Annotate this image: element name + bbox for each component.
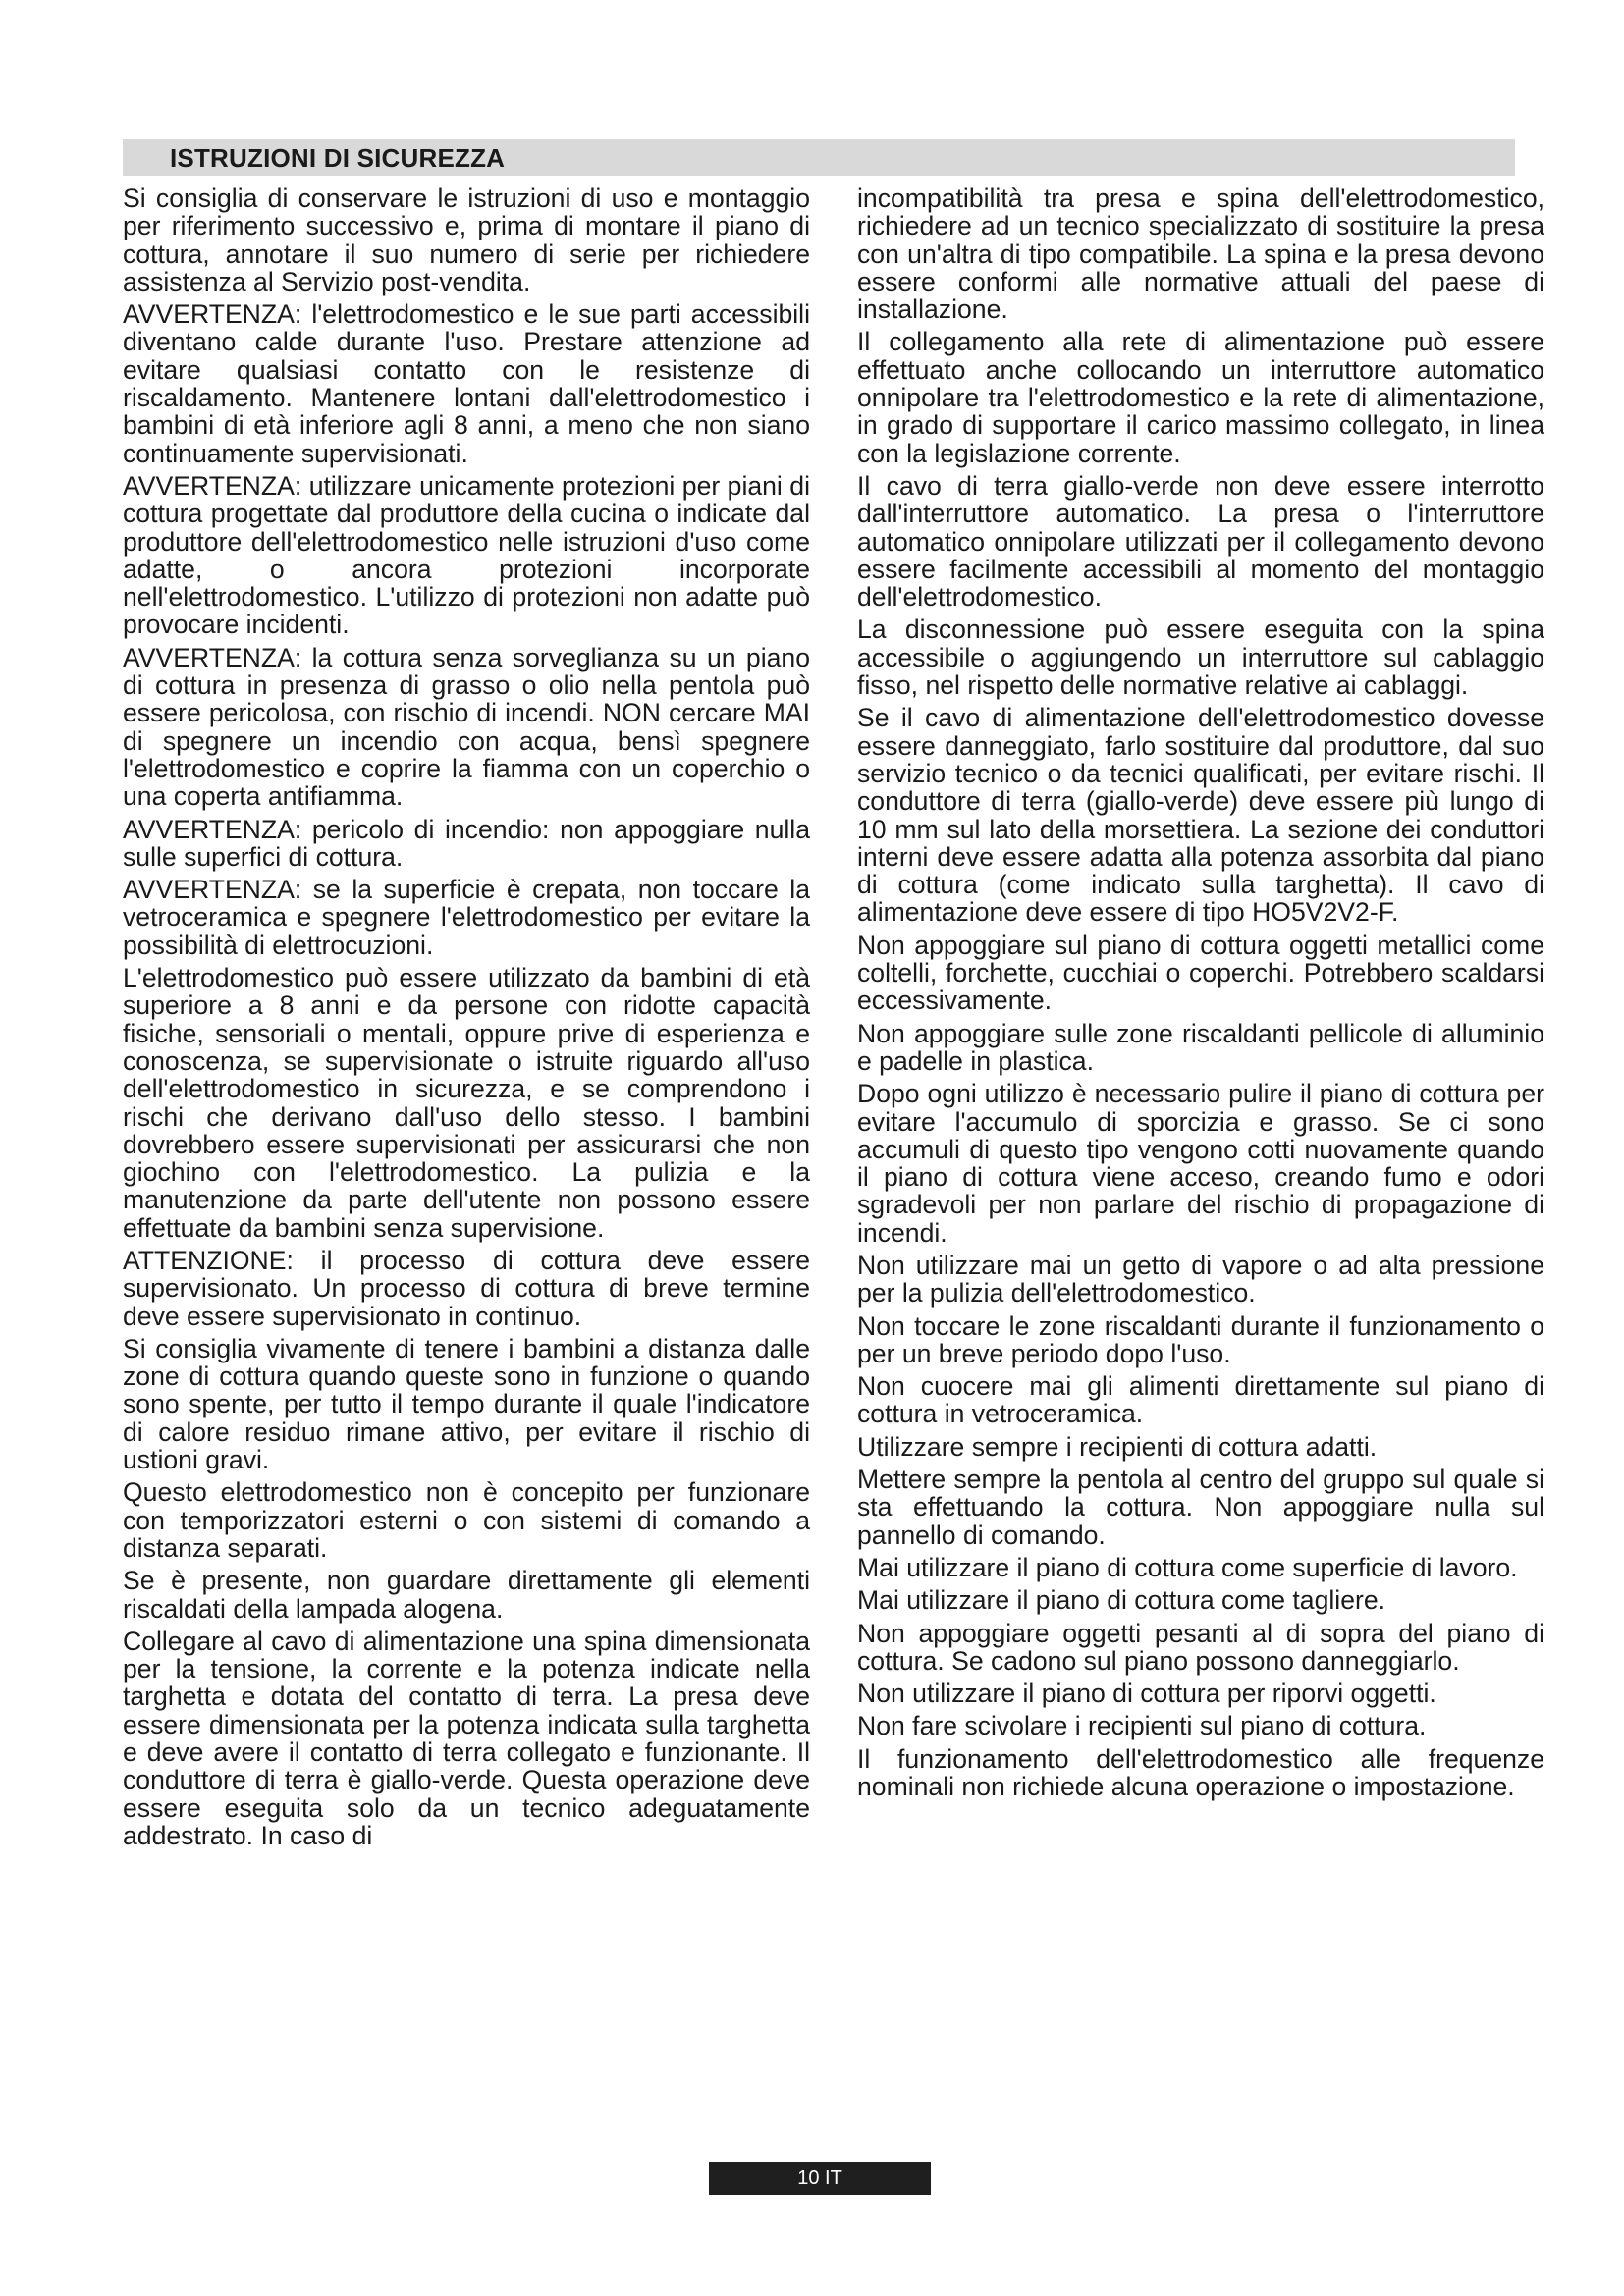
paragraph: AVVERTENZA: se la superficie è crepata, non toccare la vetroceramica e spegnere l'elettrodomestico per evitare la possibilità di elettrocuzioni. [123,875,810,960]
paragraph: Il cavo di terra giallo-verde non deve essere interrotto dall'interruttore automatico. La presa o l'interruttore automatico onnipolare utilizzati per il collegamento devono essere facilmente accessibili al momento del montaggio dell'elettrodomestico. [857,470,1544,613]
paragraph: incompatibilità tra presa e spina dell'elettrodomestico, richiedere ad un tecnico specializzato di sostituire la presa con un'altra di tipo compatibile. La spina e la presa devono essere conformi alle normative attuali del paese di installazione. [857,184,1544,325]
paragraph: Mai utilizzare il piano di cottura come tagliere. [857,1585,1386,1616]
paragraph: La disconnessione può essere eseguita con la spina accessibile o aggiungendo un interruttore sul cablaggio fisso, nel rispetto delle normative relative ai cablaggi. [857,614,1544,701]
left-column [123,185,810,1854]
paragraph: Se il cavo di alimentazione dell'elettrodomestico dovesse essere danneggiato, farlo sostituire dal produttore, dal suo servizio tecnico o da tecnici qualificati, per evitare rischi. Il conduttore di terra (giallo-verde) deve essere più lungo di 10 mm sul lato della morsettiera. La sezione dei conduttori interni deve essere adatta alla potenza assorbita dal piano di cottura (come indicato sulla targhetta). Il cavo di alimentazione deve essere di tipo HO5V2V2-F. [857,703,1544,928]
paragraph: ATTENZIONE: il processo di cottura deve essere supervisionato. Un processo di cottura di breve termine deve essere supervisionato in continuo. [123,1245,810,1331]
paragraph: L'elettrodomestico può essere utilizzato da bambini di età superiore a 8 anni e da persone con ridotte capacità fisiche, sensoriali o mentali, oppure prive di esperienza e conoscenza, se supervisionate o istruite riguardo all'uso dell'elettrodomestico in sicurezza, e se comprendono i rischi che derivano dall'uso dello stesso. I bambini dovrebbero essere supervisionati per assicurarsi che non giochino con l'elettrodomestico. La pulizia e la manutenzione da parte dell'utente non possono essere effettuate da bambini senza supervisione. [123,963,810,1243]
paragraph: Non cuocere mai gli alimenti direttamente sul piano di cottura in vetroceramica. [857,1371,1544,1429]
paragraph: Il collegamento alla rete di alimentazione può essere effettuato anche collocando un interruttore automatico onnipolare tra l'elettrodomestico e la rete di alimentazione, in grado di supportare il carico massimo collegato, in linea con la legislazione corrente. [857,327,1544,468]
section-header-bar [123,139,1515,176]
right-column [857,185,1544,1805]
paragraph: Non appoggiare oggetti pesanti al di sopra del piano di cottura. Se cadono sul piano possono danneggiarlo. [857,1618,1544,1676]
paragraph: Non utilizzare mai un getto di vapore o ad alta pressione per la pulizia dell'elettrodomestico. [857,1250,1544,1308]
paragraph: Collegare al cavo di alimentazione una spina dimensionata per la tensione, la corrente e la potenza indicate nella targhetta e dotata del contatto di terra. La presa deve essere dimensionata per la potenza indicata sulla targhetta e deve avere il contatto di terra collegato e funzionante. Il conduttore di terra è giallo-verde. Questa operazione deve essere eseguita solo da un tecnico adeguatamente addestrato. In caso di [123,1626,810,1850]
paragraph: Questo elettrodomestico non è concepito per funzionare con temporizzatori esterni o con sistemi di comando a distanza separati. [123,1477,810,1563]
paragraph: Dopo ogni utilizzo è necessario pulire il piano di cottura per evitare l'accumulo di sporcizia e grasso. Se ci sono accumuli di questo tipo vengono cotti nuovamente quando il piano di cottura viene acceso, creando fumo e odori sgradevoli per non parlare del rischio di propagazione di incendi. [857,1079,1544,1248]
paragraph: Non fare scivolare i recipienti sul piano di cottura. [857,1711,1427,1741]
paragraph: AVVERTENZA: l'elettrodomestico e le sue parti accessibili diventano calde durante l'uso. Prestare attenzione ad evitare qualsiasi contatto con le resistenze di riscaldamento. Mantenere lontani dall'elettrodomestico i bambini di età inferiore agli 8 anni, a meno che non siano continuamente supervisionati. [123,299,810,468]
paragraph: Se è presente, non guardare direttamente gli elementi riscaldati della lampada alogena. [123,1566,810,1624]
paragraph: AVVERTENZA: la cottura senza sorveglianza su un piano di cottura in presenza di grasso o olio nella pentola può essere pericolosa, con rischio di incendi. NON cercare MAI di spegnere un incendio con acqua, bensì spegnere l'elettrodomestico e coprire la fiamma con un coperchio o una coperta antifiamma. [123,642,810,812]
paragraph: Si consiglia vivamente di tenere i bambini a distanza dalle zone di cottura quando queste sono in funzione o quando sono spente, per tutto il tempo durante il quale l'indicatore di calore residuo rimane attivo, per evitare il rischio di ustioni gravi. [123,1333,810,1475]
paragraph: Non appoggiare sulle zone riscaldanti pellicole di alluminio e padelle in plastica. [857,1018,1544,1076]
paragraph: AVVERTENZA: utilizzare unicamente protezioni per piani di cottura progettate dal produttore della cucina o indicate dal produttore dell'elettrodomestico nelle istruzioni d'uso come adatte, o ancora protezioni incorporate nell'elettrodomestico. L'utilizzo di protezioni non adatte può provocare incidenti. [123,470,810,640]
paragraph: Il funzionamento dell'elettrodomestico alle frequenze nominali non richiede alcuna operazione o impostazione. [857,1743,1544,1802]
paragraph: Mettere sempre la pentola al centro del gruppo sul quale si sta effettuando la cottura. Non appoggiare nulla sul pannello di comando. [857,1465,1544,1550]
paragraph: Mai utilizzare il piano di cottura come superficie di lavoro. [857,1552,1518,1582]
paragraph: AVVERTENZA: pericolo di incendio: non appoggiare nulla sulle superfici di cottura. [123,814,810,872]
section-title: ISTRUZIONI DI SICUREZZA [170,143,506,173]
page-number-badge [709,2162,931,2195]
paragraph: Non appoggiare sul piano di cottura oggetti metallici come coltelli, forchette, cucchiai o coperchi. Potrebbero scaldarsi eccessivamente. [857,930,1544,1016]
paragraph: Utilizzare sempre i recipienti di cottura adatti. [857,1431,1378,1462]
paragraph: Non toccare le zone riscaldanti durante il funzionamento o per un breve periodo dopo l'uso. [857,1310,1544,1368]
paragraph: Non utilizzare il piano di cottura per riporvi oggetti. [857,1679,1436,1709]
page-number: 10 IT [797,2167,842,2189]
paragraph: Si consiglia di conservare le istruzioni di uso e montaggio per riferimento successivo e, prima di montare il piano di cottura, annotare il suo numero di serie per richiedere assistenza al Servizio post-vendita. [123,184,810,296]
